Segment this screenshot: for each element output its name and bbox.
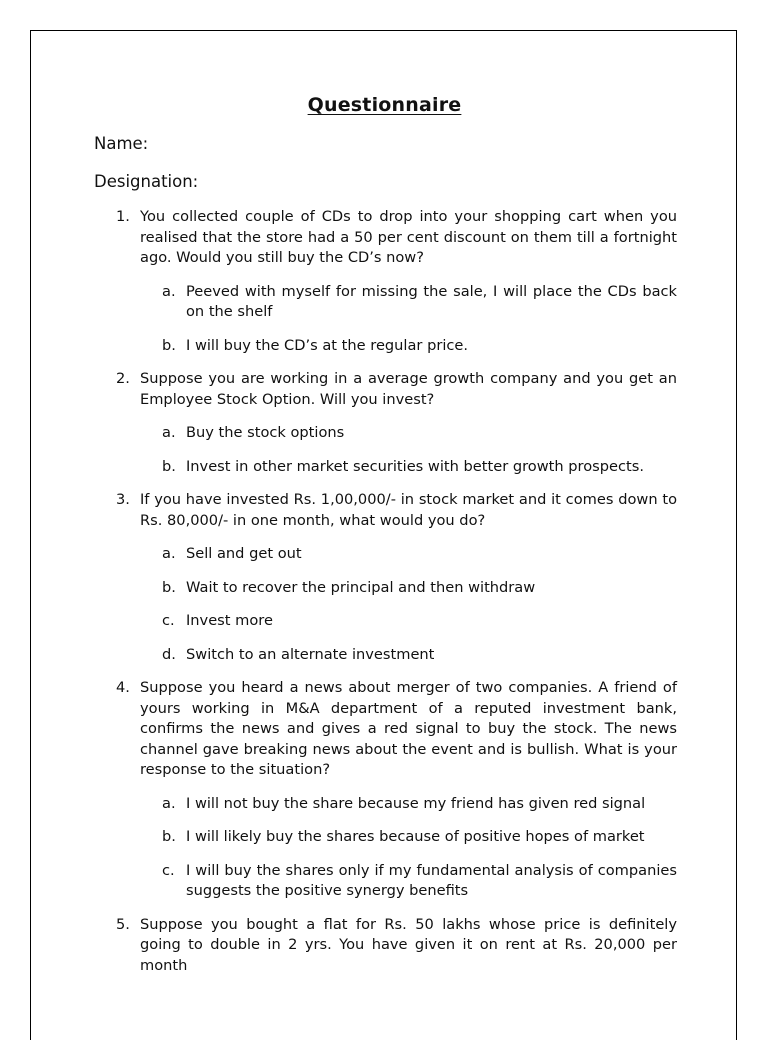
question-text: Suppose you heard a news about merger of two companies. A friend of yours working in M&A department of a reputed investment bank, confirms the news and gives a red signal to buy the stock. The news channel gave breaking news about the event and is bullish. What is your response to the situation?: [140, 679, 677, 778]
option-item: [140, 827, 677, 848]
question-item: [116, 915, 677, 977]
option-text: Buy the stock options: [186, 424, 345, 441]
option-text: I will likely buy the shares because of positive hopes of market: [186, 828, 645, 845]
question-item: [116, 678, 677, 902]
option-item: [140, 611, 677, 632]
option-item: [140, 794, 677, 815]
option-letter: c.: [162, 861, 175, 879]
question-item: [116, 207, 677, 356]
option-text: I will buy the CD’s at the regular price.: [186, 336, 469, 354]
option-item: [140, 578, 677, 599]
option-letter: b.: [162, 336, 176, 354]
option-item: [140, 861, 677, 902]
option-letter: b.: [162, 578, 176, 596]
question-text: You collected couple of CDs to drop into your shopping cart when you realised that the store had a 50 per cent discount on them till a fortnight ago. Would you still buy the CD’s now?: [140, 208, 677, 266]
option-text: Switch to an alternate investment: [186, 645, 435, 663]
option-item: [140, 423, 677, 444]
option-letter: a.: [162, 545, 176, 562]
option-text: Peeved with myself for missing the sale, I will place the CDs back on the shelf: [186, 282, 677, 320]
name-label: Name:: [94, 134, 149, 153]
option-letter: a.: [162, 282, 176, 300]
question-text: Suppose you bought a flat for Rs. 50 lakhs whose price is definitely going to double in 2 yrs. You have given it on rent at Rs. 20,000 per month: [140, 915, 677, 974]
question-number: 2.: [116, 370, 130, 387]
option-text: Sell and get out: [186, 545, 302, 562]
question-item: [116, 490, 677, 665]
question-number: 4.: [116, 679, 130, 696]
option-item: [140, 544, 677, 565]
option-item: [140, 645, 677, 666]
document-page: [30, 30, 737, 1040]
option-item: [140, 336, 677, 357]
question-text: If you have invested Rs. 1,00,000/- in stock market and it comes down to Rs. 80,000/- in one month, what would you do?: [140, 491, 677, 529]
option-list: [140, 794, 677, 902]
option-text: Wait to recover the principal and then withdraw: [186, 578, 536, 596]
question-text: Suppose you are working in a average growth company and you get an Employee Stock Option. Will you invest?: [140, 370, 677, 408]
question-item: [116, 369, 677, 477]
option-item: [140, 282, 677, 323]
option-text: Invest in other market securities with better growth prospects.: [186, 457, 644, 475]
option-letter: b.: [162, 828, 176, 845]
question-number: 3.: [116, 491, 130, 508]
page-title: Questionnaire: [307, 94, 462, 116]
option-list: [140, 282, 677, 357]
designation-label: Designation:: [94, 172, 199, 191]
option-letter: d.: [162, 645, 176, 663]
question-number: 5.: [116, 915, 130, 933]
option-list: [140, 544, 677, 665]
option-letter: c.: [162, 612, 175, 629]
option-text: Invest more: [186, 612, 273, 629]
option-text: I will buy the shares only if my fundamental analysis of companies suggests the positive synergy benefits: [186, 861, 677, 899]
option-list: [140, 423, 677, 477]
option-text: I will not buy the share because my friend has given red signal: [186, 794, 646, 812]
option-item: [140, 457, 677, 478]
option-letter: a.: [162, 424, 176, 441]
question-number: 1.: [116, 208, 130, 225]
option-letter: a.: [162, 794, 176, 812]
option-letter: b.: [162, 457, 176, 475]
question-list: [116, 207, 677, 989]
